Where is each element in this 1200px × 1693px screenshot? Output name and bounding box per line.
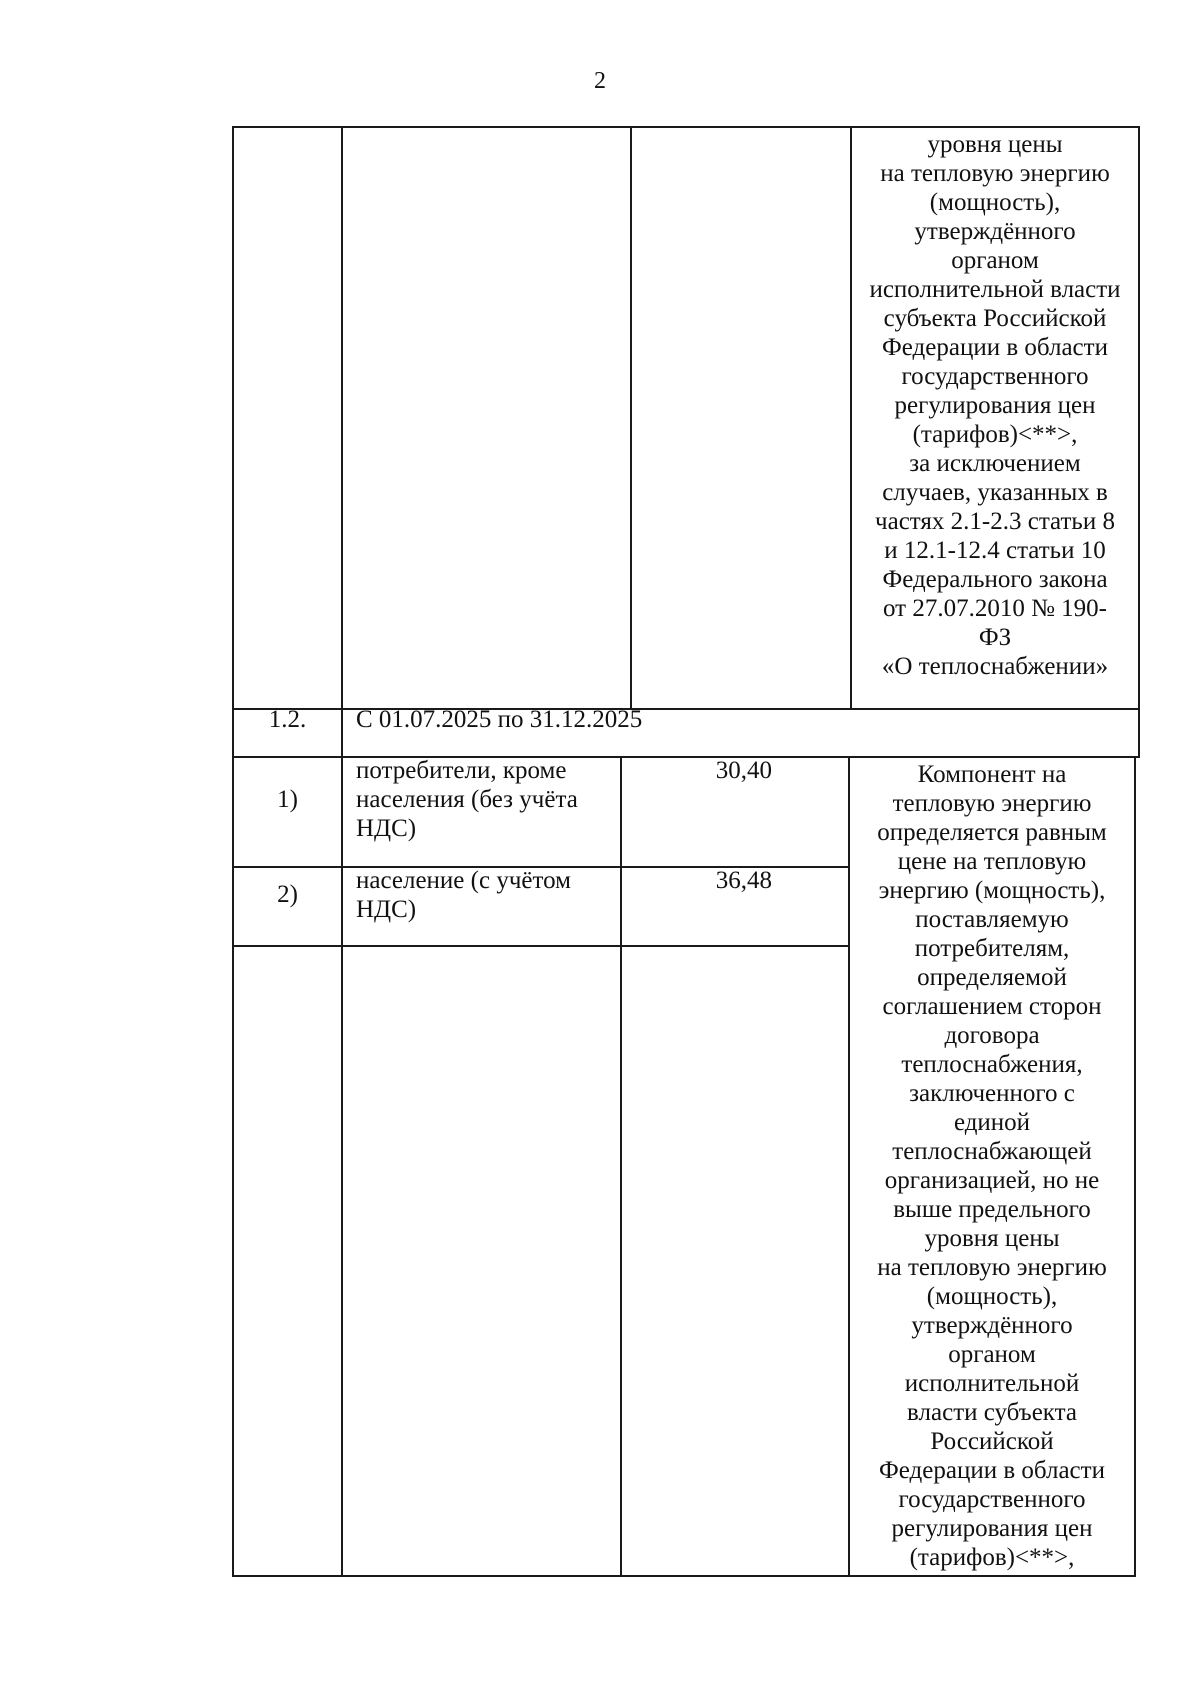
row-category: потребители, кроме населения (без учёта НДС) — [356, 757, 578, 842]
table-col-divider-1 — [341, 126, 343, 1577]
row-category: население (с учётом НДС) — [356, 867, 571, 923]
row-number: 2) — [277, 881, 298, 908]
table-border-bottom — [232, 1575, 1136, 1577]
table-col-divider-2-upper — [630, 126, 632, 710]
row-number: 1) — [277, 786, 298, 813]
table-border-top — [232, 126, 1140, 128]
section-number: 1.2. — [268, 706, 307, 733]
table-border-right-upper — [1138, 126, 1140, 758]
section-period: С 01.07.2025 по 31.12.2025 — [356, 706, 643, 733]
continued-note-text: уровня цены на тепловую энергию (мощность), утверждённого органом исполнительной власти субъекта Российской Федерации в области государственного регулирования цен (тарифов)<**>, за исключением случаев, указанных в частях 2.1-2.3 статьи 8 и 12.1-12.4 статьи 10 Федерального закона от 27.07.2010 № 190- ФЗ «О теплоснабжении» — [869, 131, 1121, 680]
row-value: 30,40 — [715, 757, 772, 784]
table-border-left — [232, 126, 234, 1577]
section-note-text: Компонент на тепловую энергию определяется равным цене на тепловую энергию (мощность), поставляемую потребителям, определяемой соглашением сторон договора теплоснабжения, заключенного с единой теплоснабжающей организацией, но не выше предельного уровня цены на тепловую энергию (мощность), утверждённого органом исполнительной власти субъекта Российской Федерации в области государственного регулирования цен (тарифов)<**>, — [877, 761, 1107, 1571]
table-border-right-lower — [1134, 756, 1136, 1577]
table-border-row-2-bottom — [232, 945, 850, 947]
row-value: 36,48 — [715, 867, 772, 894]
page-number: 2 — [594, 68, 606, 94]
